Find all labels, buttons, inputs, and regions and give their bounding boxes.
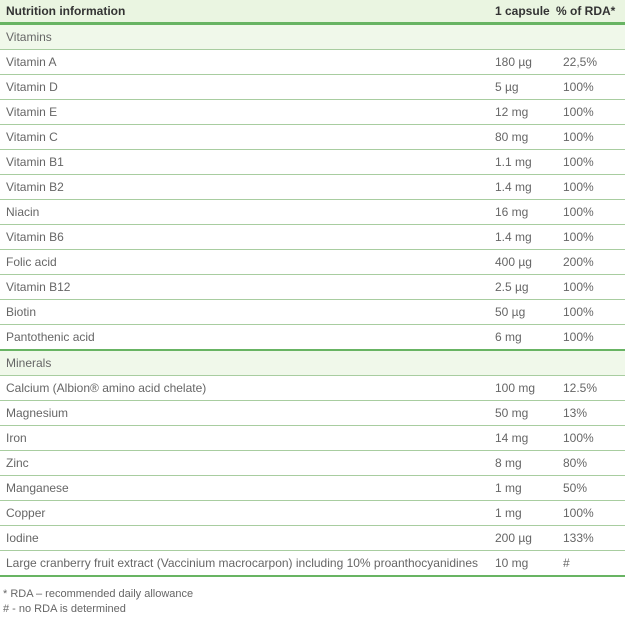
table-row xyxy=(0,275,625,300)
header-nutrition-information: Nutrition information xyxy=(0,0,490,24)
nutrient-name: Iodine xyxy=(0,526,490,551)
capsule-value: 80 mg xyxy=(490,125,553,150)
rda-value: 200% xyxy=(553,250,625,275)
capsule-value: 8 mg xyxy=(490,451,553,476)
section-label: Vitamins xyxy=(0,24,625,50)
table-row xyxy=(0,200,625,225)
capsule-value: 2.5 µg xyxy=(490,275,553,300)
table-row xyxy=(0,526,625,551)
rda-value: 100% xyxy=(553,501,625,526)
nutrient-name: Niacin xyxy=(0,200,490,225)
table-row xyxy=(0,501,625,526)
rda-value: 13% xyxy=(553,401,625,426)
section-row xyxy=(0,24,625,50)
capsule-value: 14 mg xyxy=(490,426,553,451)
table-header xyxy=(0,0,625,24)
table-row xyxy=(0,476,625,501)
nutrient-name: Calcium (Albion® amino acid chelate) xyxy=(0,376,490,401)
rda-value: 133% xyxy=(553,526,625,551)
capsule-value: 6 mg xyxy=(490,325,553,351)
table-row xyxy=(0,551,625,577)
capsule-value: 50 µg xyxy=(490,300,553,325)
nutrient-name: Iron xyxy=(0,426,490,451)
nutrient-name: Magnesium xyxy=(0,401,490,426)
nutrient-name: Vitamin A xyxy=(0,50,490,75)
nutrient-name: Biotin xyxy=(0,300,490,325)
table-row xyxy=(0,50,625,75)
table-row xyxy=(0,325,625,351)
table-row xyxy=(0,175,625,200)
table-row xyxy=(0,225,625,250)
rda-value: 100% xyxy=(553,100,625,125)
table-row xyxy=(0,75,625,100)
nutrient-name: Vitamin D xyxy=(0,75,490,100)
capsule-value: 100 mg xyxy=(490,376,553,401)
capsule-value: 1.4 mg xyxy=(490,225,553,250)
table-row xyxy=(0,150,625,175)
capsule-value: 400 µg xyxy=(490,250,553,275)
nutrient-name: Vitamin B1 xyxy=(0,150,490,175)
nutrient-name: Vitamin E xyxy=(0,100,490,125)
table-row xyxy=(0,250,625,275)
capsule-value: 10 mg xyxy=(490,551,553,577)
rda-value: 100% xyxy=(553,125,625,150)
nutrient-name: Manganese xyxy=(0,476,490,501)
table-row xyxy=(0,451,625,476)
table-row xyxy=(0,401,625,426)
rda-value: 22,5% xyxy=(553,50,625,75)
capsule-value: 180 µg xyxy=(490,50,553,75)
section-label: Minerals xyxy=(0,350,625,376)
footnote-rda: * RDA – recommended daily allowance xyxy=(3,588,194,600)
footnote-no-rda: # - no RDA is determined xyxy=(3,603,126,615)
header-1-capsule: 1 capsule xyxy=(490,0,553,24)
rda-value: 100% xyxy=(553,300,625,325)
table-row xyxy=(0,426,625,451)
footnotes xyxy=(3,587,625,617)
table-row xyxy=(0,300,625,325)
nutrient-name: Vitamin B2 xyxy=(0,175,490,200)
capsule-value: 5 µg xyxy=(490,75,553,100)
rda-value: 100% xyxy=(553,275,625,300)
nutrient-name: Copper xyxy=(0,501,490,526)
table-row xyxy=(0,125,625,150)
rda-value: 100% xyxy=(553,325,625,351)
section-row xyxy=(0,350,625,376)
capsule-value: 12 mg xyxy=(490,100,553,125)
rda-value: 100% xyxy=(553,225,625,250)
rda-value: 12.5% xyxy=(553,376,625,401)
rda-value: 100% xyxy=(553,426,625,451)
nutrient-name: Vitamin B12 xyxy=(0,275,490,300)
nutrient-name: Zinc xyxy=(0,451,490,476)
nutrient-name: Vitamin B6 xyxy=(0,225,490,250)
capsule-value: 1.4 mg xyxy=(490,175,553,200)
rda-value: 80% xyxy=(553,451,625,476)
capsule-value: 16 mg xyxy=(490,200,553,225)
rda-value: 100% xyxy=(553,150,625,175)
capsule-value: 200 µg xyxy=(490,526,553,551)
capsule-value: 50 mg xyxy=(490,401,553,426)
header-row xyxy=(0,0,625,24)
rda-value: 100% xyxy=(553,75,625,100)
nutrient-name: Vitamin C xyxy=(0,125,490,150)
capsule-value: 1 mg xyxy=(490,476,553,501)
nutrient-name: Pantothenic acid xyxy=(0,325,490,351)
rda-value: # xyxy=(553,551,625,577)
nutrient-name: Folic acid xyxy=(0,250,490,275)
table-row xyxy=(0,100,625,125)
rda-value: 50% xyxy=(553,476,625,501)
rda-value: 100% xyxy=(553,175,625,200)
capsule-value: 1.1 mg xyxy=(490,150,553,175)
nutrient-name: Large cranberry fruit extract (Vaccinium macrocarpon) including 10% proanthocyanidines xyxy=(0,551,490,577)
rda-value: 100% xyxy=(553,200,625,225)
table-body xyxy=(0,24,625,577)
capsule-value: 1 mg xyxy=(490,501,553,526)
header-percent-rda: % of RDA* xyxy=(553,0,625,24)
table-row xyxy=(0,376,625,401)
